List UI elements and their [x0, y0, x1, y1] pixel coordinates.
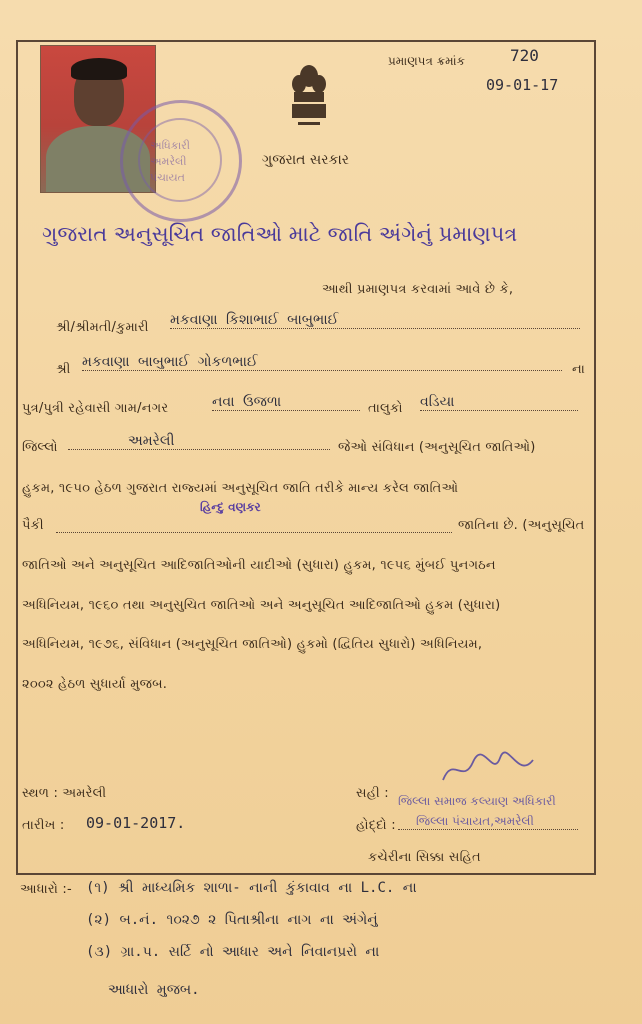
intro-text: આથી પ્રમાણપત્ર કરવામાં આવે છે કે, — [322, 282, 514, 297]
post-stamp: જિલ્લા પંચાયત,અમરેલી — [398, 814, 578, 830]
page-title: ગુજરાત અનુસૂચિત જાતિઓ માટે જાતિ અંગેનું પ્રમાણપત્ર — [42, 222, 518, 246]
post-label: હોદ્દો : — [356, 818, 396, 833]
district-value: અમરેલી — [68, 433, 330, 450]
paragraph-line-4: અધિનિયમ, ૧૯૭૬, સંવિધાન (અનુસૂચિત જાતિઓ) હુકમો (દ્વિતિય સુધારો) અધિનિયમ, — [22, 637, 483, 652]
cert-date-value: 09-01-17 — [486, 76, 559, 94]
caste-stamp: હિન્દુ વણકર — [200, 500, 261, 514]
date-label: તારીખ : — [22, 818, 65, 833]
taluka-label: તાલુકો — [368, 401, 403, 416]
signature-mark — [438, 750, 538, 790]
resident-label: પુત્ર/પુત્રી રહેવાસી ગામ/નગર — [22, 401, 169, 416]
father-suffix: ના — [572, 362, 586, 377]
cert-number-value: 720 — [510, 46, 539, 65]
name-value: મકવાણા કિશાભાઈ બાબુભાઈ — [170, 312, 580, 329]
father-label: શ્રી — [56, 362, 71, 377]
father-value: મકવાણા બાબુભાઈ ગોકળભાઈ — [82, 354, 562, 371]
district-suffix: જેઓ સંવિધાન (અનુસૂચિત જાતિઓ) — [338, 440, 536, 455]
paragraph-line-5: ૨૦૦૨ હેઠળ સુધાર્યા મુજબ. — [22, 677, 168, 692]
taluka-value: વડિયા — [420, 394, 578, 411]
basis-line-1: (૧) શ્રી માધ્યમિક શાળા- નાની કુંકાવાવ ના L.C. ના — [86, 880, 417, 896]
basis-line-3: (૩) ગ્રા.પ. સર્ટિ નો આધાર અને નિવાનપ્રરો ના — [86, 944, 380, 960]
paragraph-line-1: હુકમ, ૧૯૫૦ હેઠળ ગુજરાત રાજ્યમાં અનુસૂચિત જાતિ તરીકે માન્ય કરેલ જાતિઓ — [22, 481, 459, 496]
place-label: સ્થળ : અમરેલી — [22, 786, 107, 801]
district-label: જિલ્લો — [22, 440, 58, 455]
signature-label: સહી : — [356, 786, 389, 801]
paragraph-line-3: અધિનિયમ, ૧૯૬૦ તથા અનુસુચિત જાતિઓ અને અનુસૂચિત આદિજાતિઓ હુકમ (સુધારા) — [22, 598, 501, 613]
office-seal-label: કચેરીના સિક્કા સહિત — [368, 850, 481, 865]
state-emblem-icon — [286, 62, 332, 140]
date-value: 09-01-2017. — [86, 814, 186, 832]
paragraph-line-2: જાતિઓ અને અનુસૂચિત આદિજાતિઓની યાદીઓ (સુધારા) હુકમ, ૧૯૫૬ મુંબઈ પુનગઠન — [22, 558, 496, 573]
cert-number-label: પ્રમાણપત્ર ક્રમાંક — [388, 54, 466, 68]
caste-suffix: જાતિના છે. (અનુસૂચિત — [458, 518, 585, 533]
signature-stamp: જિલ્લા સમાજ કલ્યાણ અધિકારી — [398, 794, 556, 808]
basis-line-4: આધારો મુજબ. — [108, 982, 200, 998]
govt-label: ગુજરાત સરકાર — [262, 152, 349, 168]
caste-prefix: પૈકી — [22, 518, 44, 533]
resident-value: નવા ઉજળા — [212, 394, 360, 411]
basis-label: આધારો :- — [20, 882, 72, 897]
seal-text: અધિકારી અમરેલી પંચાયત — [150, 139, 190, 184]
basis-line-2: (૨) બ.નં. ૧૦૨૭ ૨ પિતાશ્રીના નાગ ના અંગેનું — [86, 912, 378, 928]
name-label: શ્રી/શ્રીમતી/કુમારી — [56, 320, 149, 335]
